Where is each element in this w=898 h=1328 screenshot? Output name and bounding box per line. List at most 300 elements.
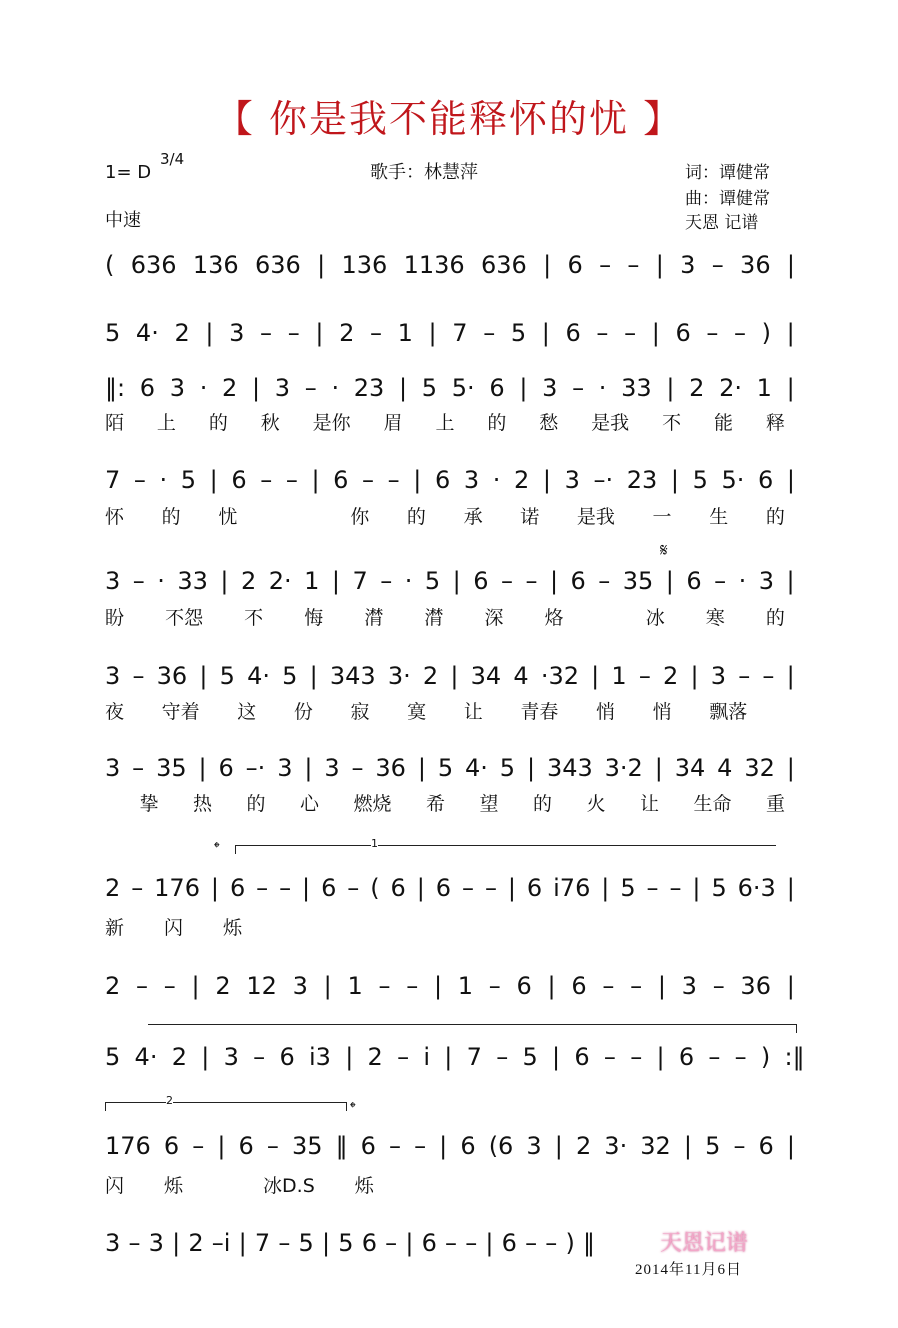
time-signature-text: 3/4 bbox=[160, 150, 185, 168]
lyrics-row bbox=[105, 502, 785, 529]
notation-row bbox=[105, 1228, 595, 1258]
note: – bbox=[389, 1132, 401, 1160]
note: 6 bbox=[231, 466, 247, 494]
lyric: 的 bbox=[246, 793, 266, 815]
note: 32 bbox=[744, 754, 775, 782]
lyric: 潸 bbox=[364, 607, 384, 629]
note: – bbox=[362, 466, 375, 494]
bar-line: | bbox=[541, 319, 550, 347]
note: 5 bbox=[105, 319, 121, 347]
lyric: 火 bbox=[586, 793, 606, 815]
note: – bbox=[706, 319, 719, 347]
notation-row bbox=[105, 1131, 795, 1161]
bar-line: | bbox=[172, 1229, 181, 1257]
bar-line: | bbox=[416, 874, 425, 902]
bar-line: | bbox=[507, 874, 516, 902]
note: – bbox=[762, 662, 775, 690]
note: 3· bbox=[604, 1132, 628, 1160]
segno-mark: 𝄋 bbox=[660, 540, 668, 561]
note: – bbox=[380, 567, 393, 595]
bar-line: | bbox=[542, 466, 551, 494]
note: 6 bbox=[434, 466, 451, 494]
bar-line: | bbox=[302, 874, 311, 902]
note: i bbox=[423, 1043, 431, 1071]
time-signature bbox=[160, 152, 184, 167]
bar-line: | bbox=[201, 1043, 210, 1071]
bar-line: | bbox=[345, 1043, 354, 1071]
lyric: 生 bbox=[709, 506, 729, 528]
note: 3 bbox=[274, 374, 291, 402]
bar-line: | bbox=[252, 374, 261, 402]
note: 6 bbox=[421, 1229, 437, 1257]
bar-line: | bbox=[439, 1132, 448, 1160]
note: – bbox=[714, 567, 727, 595]
lyric: 深 bbox=[484, 607, 504, 629]
note: 7 bbox=[452, 319, 468, 347]
lyric: 不 bbox=[662, 412, 682, 434]
lyric: 烁 bbox=[164, 1175, 184, 1197]
lyric: 心 bbox=[299, 793, 319, 815]
note: 1 bbox=[397, 319, 413, 347]
note: 5 bbox=[522, 1043, 538, 1071]
lyrics-row bbox=[105, 408, 785, 435]
note: 2 bbox=[174, 319, 190, 347]
note: – bbox=[136, 972, 149, 1000]
note: 7 bbox=[352, 567, 368, 595]
note: 3 bbox=[169, 374, 186, 402]
lyric: 的 bbox=[765, 607, 785, 629]
note: – bbox=[599, 251, 612, 279]
bar-line: | bbox=[655, 251, 664, 279]
key-signature: 1= D bbox=[105, 162, 152, 183]
bar-line: | bbox=[786, 319, 795, 347]
note: – bbox=[630, 1043, 643, 1071]
note: 36 bbox=[740, 972, 771, 1000]
note: 5 bbox=[437, 754, 454, 782]
lyric: 寂 bbox=[350, 701, 370, 723]
note: 2· bbox=[268, 567, 292, 595]
lyric: 悔 bbox=[304, 607, 324, 629]
notation-row bbox=[105, 465, 795, 495]
bar-line: | bbox=[656, 1043, 665, 1071]
bar-line: | bbox=[601, 874, 610, 902]
song-title: 【 你是我不能释怀的忧 】 bbox=[214, 97, 684, 141]
bar-line: | bbox=[519, 374, 528, 402]
lyric: 烙 bbox=[544, 607, 564, 629]
note: – bbox=[646, 874, 659, 902]
note: 6 bbox=[279, 1043, 295, 1071]
note: 136 bbox=[192, 251, 239, 279]
note: 3 bbox=[324, 754, 340, 782]
note: – bbox=[445, 1229, 458, 1257]
note: – bbox=[638, 662, 651, 690]
note: 176 bbox=[105, 1132, 151, 1160]
lyric: 新 bbox=[105, 917, 125, 939]
note: 3 bbox=[105, 662, 121, 690]
note: – bbox=[525, 1229, 538, 1257]
note: 6 bbox=[218, 754, 234, 782]
lyric: 飘落 bbox=[709, 701, 748, 723]
notation-row bbox=[105, 661, 795, 691]
lyric: 愁 bbox=[539, 412, 559, 434]
note: ‖ bbox=[335, 1132, 348, 1160]
note: 1 bbox=[457, 972, 474, 1000]
bar-line: | bbox=[428, 319, 437, 347]
lyrics-row bbox=[105, 603, 785, 630]
bar-line: | bbox=[786, 251, 795, 279]
bar-line: | bbox=[413, 466, 422, 494]
note: 33 bbox=[621, 374, 652, 402]
note: 33 bbox=[177, 567, 208, 595]
note: 4 bbox=[717, 754, 733, 782]
note: 5· bbox=[451, 374, 475, 402]
bar-line: | bbox=[786, 567, 795, 595]
bar-line: | bbox=[786, 972, 795, 1000]
note: 36 bbox=[375, 754, 406, 782]
note: 1 bbox=[611, 662, 627, 690]
lyric: 希 bbox=[425, 793, 445, 815]
bar-line: | bbox=[786, 662, 795, 690]
coda-mark-2: 𝄌 bbox=[350, 1098, 356, 1117]
lyric: 上 bbox=[435, 412, 455, 434]
bar-line: | bbox=[205, 319, 214, 347]
note: 3 bbox=[463, 466, 480, 494]
note: – bbox=[627, 251, 640, 279]
note: – bbox=[712, 972, 725, 1000]
repeat-bracket bbox=[148, 1024, 797, 1033]
note: 2 bbox=[215, 972, 231, 1000]
note: 1 bbox=[304, 567, 320, 595]
lyric: 一 bbox=[652, 506, 672, 528]
note: – bbox=[462, 874, 474, 902]
note: ( bbox=[370, 874, 380, 902]
note: 32 bbox=[640, 1132, 671, 1160]
note: · bbox=[738, 567, 747, 595]
bar-line: | bbox=[690, 662, 699, 690]
volta-2-label: 2 bbox=[166, 1094, 173, 1107]
note: – bbox=[708, 1043, 721, 1071]
bar-line: | bbox=[315, 319, 324, 347]
bar-line: | bbox=[657, 972, 666, 1000]
lyric: 诺 bbox=[520, 506, 540, 528]
lyric: 的 bbox=[532, 793, 552, 815]
note: ‖: bbox=[105, 374, 126, 402]
note: – bbox=[483, 319, 496, 347]
note: 12 bbox=[246, 972, 277, 1000]
lyrics-row bbox=[105, 1171, 405, 1198]
note: – bbox=[488, 972, 501, 1000]
note: – bbox=[163, 972, 176, 1000]
note: – bbox=[738, 662, 751, 690]
note: – bbox=[406, 972, 419, 1000]
note: · bbox=[331, 374, 340, 402]
lyric: 青春 bbox=[520, 701, 559, 723]
note: 6 bbox=[567, 251, 583, 279]
bar-line: | bbox=[547, 972, 556, 1000]
lyric: 是我 bbox=[591, 412, 630, 434]
note: 6 bbox=[675, 319, 691, 347]
note: 3 bbox=[710, 662, 727, 690]
lyric: 望 bbox=[479, 793, 499, 815]
bar-line: | bbox=[331, 567, 340, 595]
volta-bracket-1 bbox=[235, 837, 776, 854]
note: 343 bbox=[329, 662, 376, 690]
note: – bbox=[266, 1132, 279, 1160]
note: 2 bbox=[689, 374, 705, 402]
note: 3 bbox=[542, 374, 558, 402]
lyric: 是你 bbox=[312, 412, 351, 434]
lyric: 守着 bbox=[161, 701, 200, 723]
note: ) bbox=[761, 319, 772, 347]
note: 6 bbox=[163, 1132, 180, 1160]
lyric: 烁 bbox=[223, 917, 243, 939]
note: 6 bbox=[516, 972, 532, 1000]
lyric: 寞 bbox=[407, 701, 427, 723]
note: 636 bbox=[480, 251, 527, 279]
note: 6 bbox=[501, 1229, 517, 1257]
note: 5· bbox=[721, 466, 745, 494]
note: 3 bbox=[277, 754, 293, 782]
lyric: 挚 bbox=[139, 793, 159, 815]
note: 6 bbox=[489, 374, 505, 402]
lyric: 冰 bbox=[645, 607, 665, 629]
bar-line: | bbox=[317, 251, 326, 279]
note: – bbox=[525, 567, 538, 595]
note: – bbox=[414, 1132, 427, 1160]
note: – bbox=[500, 567, 513, 595]
lyric: 的 bbox=[765, 506, 785, 528]
bar-line: | bbox=[552, 1043, 561, 1071]
note: 6 bbox=[139, 374, 156, 402]
bar-line: | bbox=[786, 1132, 795, 1160]
bar-line: | bbox=[651, 319, 660, 347]
bar-line: | bbox=[485, 1229, 494, 1257]
lyric: 冰D.S bbox=[263, 1175, 315, 1197]
bar-line: | bbox=[549, 567, 559, 595]
notation-row bbox=[105, 566, 795, 596]
note: – bbox=[630, 972, 643, 1000]
note: 6 bbox=[361, 1229, 377, 1257]
note: i3 bbox=[308, 1043, 331, 1071]
note: ‖ bbox=[583, 1229, 595, 1257]
note: 1 bbox=[347, 972, 363, 1000]
bar-line: | bbox=[692, 874, 701, 902]
note: 6 bbox=[333, 466, 349, 494]
lyric: 燃烧 bbox=[353, 793, 392, 815]
note: 343 bbox=[546, 754, 593, 782]
note: – bbox=[285, 466, 298, 494]
note: 3 bbox=[105, 1229, 121, 1257]
note: – bbox=[279, 874, 292, 902]
bar-line: | bbox=[665, 567, 674, 595]
note: 6 bbox=[758, 466, 774, 494]
note: – bbox=[734, 319, 746, 347]
note: 2 bbox=[422, 662, 439, 690]
note: – bbox=[669, 874, 682, 902]
note: 5 bbox=[510, 319, 527, 347]
composer: 曲：谭健常 bbox=[685, 189, 770, 209]
note: – bbox=[278, 1229, 291, 1257]
bar-line: | bbox=[304, 754, 313, 782]
note: – bbox=[484, 874, 497, 902]
note: 636 bbox=[254, 251, 301, 279]
note: 6 bbox=[758, 1132, 774, 1160]
note: 6 bbox=[678, 1043, 695, 1071]
note: – bbox=[397, 1043, 410, 1071]
singer: 歌手：林慧萍 bbox=[370, 162, 478, 183]
note: 5 bbox=[705, 1132, 721, 1160]
note: – bbox=[465, 1229, 478, 1257]
bar-line: | bbox=[191, 972, 200, 1000]
bar-line: | bbox=[323, 972, 332, 1000]
note: ) bbox=[760, 1043, 771, 1071]
transcriber: 天恩 记谱 bbox=[685, 213, 759, 233]
note: 2 bbox=[105, 874, 121, 902]
bar-line: | bbox=[554, 1132, 563, 1160]
note: 5 bbox=[692, 466, 708, 494]
note: 3 bbox=[105, 754, 121, 782]
bar-line: | bbox=[399, 374, 408, 402]
note: 1 bbox=[756, 374, 772, 402]
lyric: 秋 bbox=[260, 412, 280, 434]
note: – bbox=[256, 874, 269, 902]
note: 34 bbox=[470, 662, 502, 690]
note: 6 bbox=[686, 567, 702, 595]
lyric: 释 bbox=[765, 412, 785, 434]
note: :‖ bbox=[784, 1043, 805, 1071]
note: 5 bbox=[298, 1229, 314, 1257]
lyric: 让 bbox=[463, 701, 483, 723]
note: – bbox=[260, 319, 273, 347]
lyrics-row bbox=[105, 789, 785, 816]
bar-line: | bbox=[591, 662, 600, 690]
note: – bbox=[351, 754, 364, 782]
note: 2· bbox=[719, 374, 742, 402]
note: 2 bbox=[339, 319, 355, 347]
note: 5 bbox=[180, 466, 197, 494]
bar-line: | bbox=[433, 972, 443, 1000]
note: 5 bbox=[424, 567, 441, 595]
lyric: 的 bbox=[161, 506, 181, 528]
note: – bbox=[603, 1043, 616, 1071]
bar-line: | bbox=[311, 466, 320, 494]
lyric: 忧 bbox=[218, 506, 238, 528]
note: 5 bbox=[219, 662, 235, 690]
note: (6 bbox=[488, 1132, 514, 1160]
coda-mark-1: 𝄌 bbox=[214, 838, 220, 857]
note: 34 bbox=[674, 754, 706, 782]
note: 1136 bbox=[403, 251, 465, 279]
transcriber-stamp: 天恩记谱 bbox=[660, 1231, 749, 1256]
note: 7 bbox=[254, 1229, 271, 1257]
note: 5 bbox=[711, 874, 727, 902]
lyrics-row bbox=[105, 697, 785, 724]
lyric: 陌 bbox=[105, 412, 125, 434]
lyric: 是我 bbox=[576, 506, 615, 528]
bar-line: | bbox=[417, 754, 426, 782]
lyric: 不 bbox=[244, 607, 264, 629]
note: – bbox=[572, 374, 585, 402]
note: 36 bbox=[156, 662, 188, 690]
lyric: 生命 bbox=[693, 793, 732, 815]
bar-line: | bbox=[198, 754, 207, 782]
note: – bbox=[132, 567, 145, 595]
bar-line: | bbox=[238, 1229, 247, 1257]
lyric: 的 bbox=[208, 412, 228, 434]
note: – bbox=[387, 466, 400, 494]
note: 6 bbox=[229, 874, 246, 902]
note: – bbox=[496, 1043, 509, 1071]
note: 4· bbox=[135, 319, 159, 347]
bar-line: | bbox=[309, 662, 318, 690]
note: – bbox=[287, 319, 300, 347]
bar-line: | bbox=[526, 754, 536, 782]
note: 2 bbox=[514, 466, 530, 494]
lyric: 承 bbox=[463, 506, 483, 528]
note: 3 bbox=[229, 319, 245, 347]
note: – bbox=[624, 319, 637, 347]
note: 3 bbox=[758, 567, 775, 595]
note: – bbox=[132, 662, 145, 690]
note: 636 bbox=[130, 251, 177, 279]
note: –i bbox=[211, 1229, 231, 1257]
note: 4· bbox=[247, 662, 270, 690]
bar-line: | bbox=[543, 251, 552, 279]
lyric: 怀 bbox=[105, 506, 125, 528]
notation-row bbox=[105, 373, 795, 403]
bar-line: | bbox=[786, 874, 795, 902]
bar-line: | bbox=[444, 1043, 453, 1071]
note: 5 bbox=[105, 1043, 121, 1071]
note: – bbox=[598, 567, 611, 595]
bar-line: | bbox=[786, 374, 795, 402]
volta-bracket-2 bbox=[105, 1094, 347, 1111]
note: · bbox=[159, 466, 168, 494]
lyric: 的 bbox=[487, 412, 507, 434]
note: – bbox=[192, 1132, 205, 1160]
notation-row bbox=[105, 1042, 805, 1072]
note: · bbox=[199, 374, 208, 402]
bar-line: | bbox=[450, 662, 459, 690]
note: ·32 bbox=[540, 662, 579, 690]
note: – bbox=[128, 1229, 141, 1257]
notation-row bbox=[105, 318, 795, 348]
note: 3 bbox=[680, 251, 696, 279]
lyric: 能 bbox=[713, 412, 733, 434]
lyric: 夜 bbox=[105, 701, 125, 723]
note: 2 bbox=[171, 1043, 187, 1071]
note: 6 bbox=[473, 567, 489, 595]
note: 23 bbox=[626, 466, 658, 494]
note: 3 bbox=[223, 1043, 239, 1071]
lyric: 悄 bbox=[596, 701, 616, 723]
note: 35 bbox=[622, 567, 654, 595]
lyric: 潸 bbox=[424, 607, 444, 629]
lyric: 不怨 bbox=[165, 607, 204, 629]
date: 2014年11月6日 bbox=[635, 1262, 742, 1278]
note: 6 bbox=[565, 319, 581, 347]
note: – bbox=[132, 754, 145, 782]
note: 6 bbox=[360, 1132, 376, 1160]
note: 2 bbox=[188, 1229, 204, 1257]
note: 4· bbox=[134, 1043, 158, 1071]
note: · bbox=[492, 466, 501, 494]
note: 7 bbox=[466, 1043, 482, 1071]
note: 35 bbox=[156, 754, 187, 782]
bar-line: | bbox=[209, 466, 218, 494]
note: –· bbox=[593, 466, 614, 494]
note: 2 bbox=[367, 1043, 383, 1071]
